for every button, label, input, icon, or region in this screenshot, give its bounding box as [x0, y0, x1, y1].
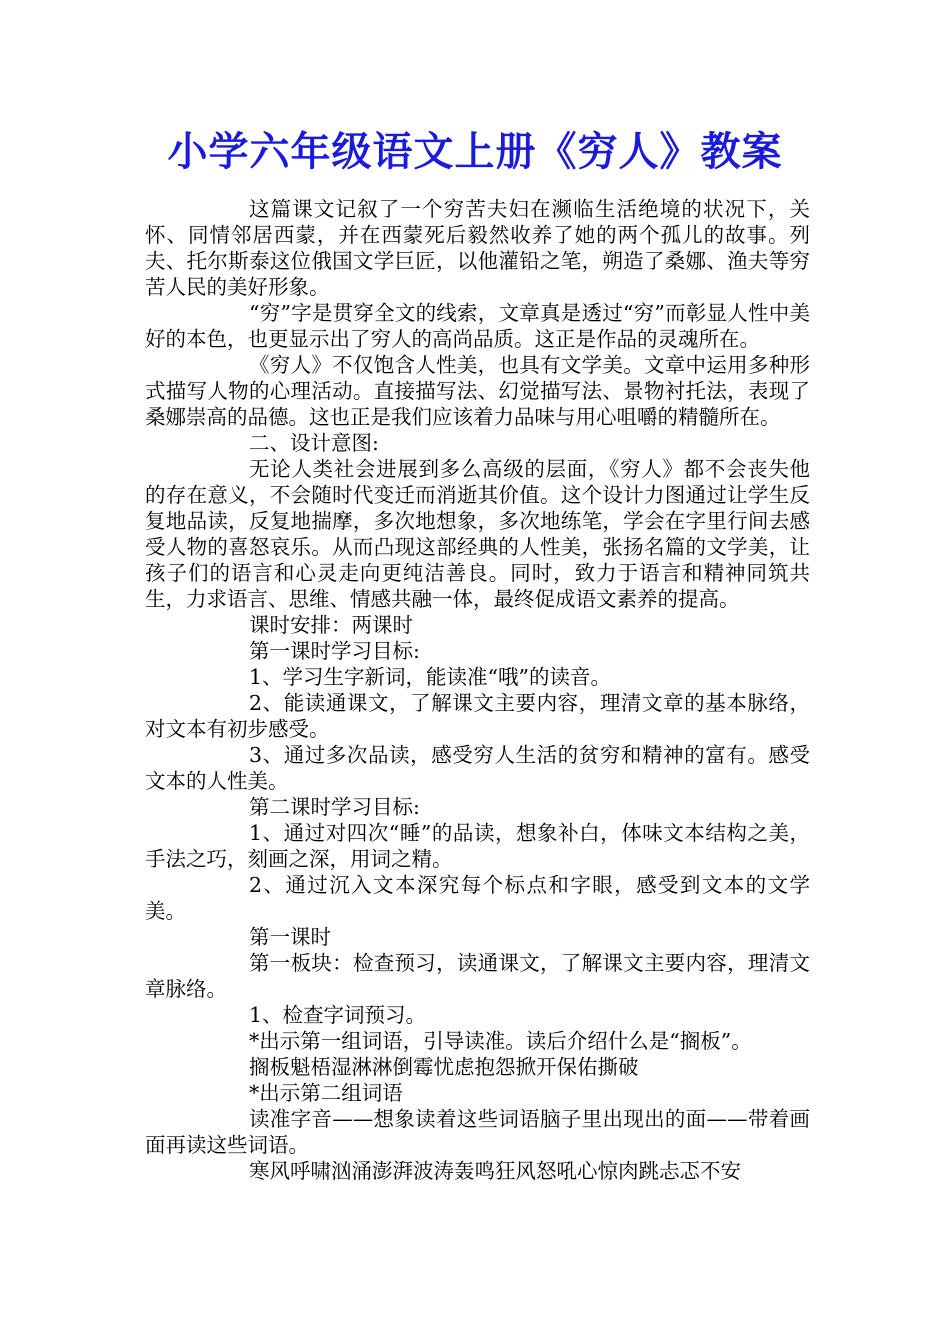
paragraph: 第一课时学习目标:: [249, 639, 420, 663]
list-item: 1、检查字词预习。: [249, 1003, 427, 1027]
paragraph: “穷”字是贯穿全文的线索，文章真是透过“穷”而彰显人性中美好的本色，也更显示出了穷人的高尚品质。这正是作品的灵魂所在。: [145, 301, 810, 351]
paragraph: 课时安排：两课时: [249, 613, 413, 637]
list-item: 2、通过沉入文本深究每个标点和字眼，感受到文本的文学美。: [145, 873, 810, 923]
document-body: [145, 196, 810, 1184]
section-heading: 二、设计意图:: [249, 431, 379, 455]
list-item: 1、通过对四次“睡”的品读，想象补白，体味文本结构之美，手法之巧，刻画之深，用词之精。: [145, 821, 810, 871]
list-item: 1、学习生字新词，能读准“哦”的读音。: [249, 665, 612, 689]
word-list: 寒风呼啸汹涌澎湃波涛轰鸣狂风怒吼心惊肉跳忐忑不安: [249, 1159, 741, 1183]
paragraph: *出示第一组词语，引导读准。读后介绍什么是“搁板”。: [249, 1029, 752, 1053]
list-item: 2、能读通课文，了解课文主要内容，理清文章的基本脉络，对文本有初步感受。: [145, 691, 810, 741]
paragraph: 第一课时: [249, 925, 331, 949]
paragraph: 第二课时学习目标:: [249, 795, 420, 819]
paragraph: 第一板块：检查预习，读通课文，了解课文主要内容，理清文章脉络。: [145, 951, 810, 1001]
paragraph: 读准字音——想象读着这些词语脑子里出现出的面——带着画面再读这些词语。: [145, 1107, 810, 1157]
page-title: 小学六年级语文上册《穷人》教案: [167, 128, 783, 175]
paragraph: 《穷人》不仅饱含人性美，也具有文学美。文章中运用多种形式描写人物的心理活动。直接描写法、幻觉描写法、景物衬托法，表现了桑娜崇高的品德。这也正是我们应该着力品味与用心咀嚼的精髓所在。: [145, 353, 810, 429]
paragraph: 无论人类社会进展到多么高级的层面，《穷人》都不会丧失他的存在意义，不会随时代变迁而消逝其价值。这个设计力图通过让学生反复地品读，反复地揣摩，多次地想象，多次地练笔，学会在字里行间去感受人物的喜怒哀乐。从而凸现这部经典的人性美，张扬名篇的文学美，让孩子们的语言和心灵走向更纯洁善良。同时，致力于语言和精神同筑共生，力求语言、思维、情感共融一体，最终促成语文素养的提高。: [145, 457, 810, 611]
word-list: 搁板魁梧湿淋淋倒霉忧虑抱怨掀开保佑撕破: [249, 1055, 639, 1079]
paragraph: *出示第二组词语: [249, 1081, 403, 1105]
list-item: 3、通过多次品读，感受穷人生活的贫穷和精神的富有。感受文本的人性美。: [145, 743, 810, 793]
paragraph: 这篇课文记叙了一个穷苦夫妇在濒临生活绝境的状况下，关怀、同情邻居西蒙，并在西蒙死后毅然收养了她的两个孤儿的故事。列夫、托尔斯泰这位俄国文学巨匠，以他灌铅之笔，朔造了桑娜、渔夫等穷苦人民的美好形象。: [145, 197, 810, 299]
